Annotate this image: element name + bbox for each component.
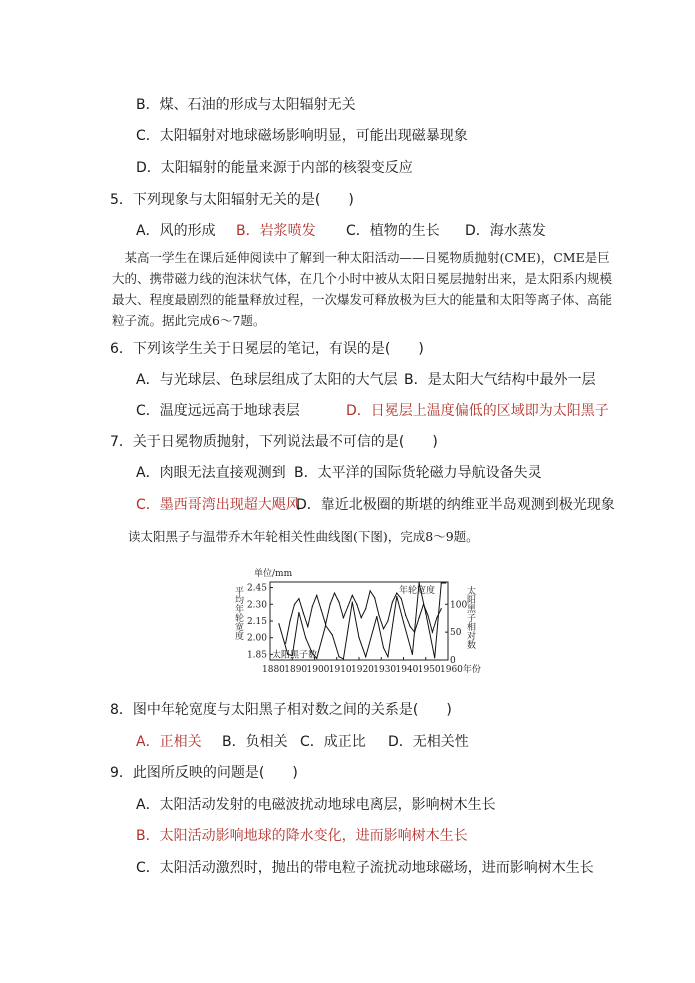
series-point [427,615,428,616]
series-point [383,628,384,629]
left-tick-label: 2.00 [246,633,267,644]
q7-option-c-answer: C．墨西哥湾出现超大飓风 [136,497,300,513]
q9-stem: 9．此图所反映的问题是( ) [110,765,298,781]
series-point [305,637,306,638]
series-point [352,601,353,602]
q8-option-d: D．无相关性 [388,734,469,750]
series-point [298,612,299,613]
left-tick-label: 2.30 [246,600,267,611]
series-point [289,620,290,621]
x-tick-label: 1920 [351,665,374,675]
series-point [412,654,413,655]
x-tick-label: 1940 [395,665,419,675]
x-tick-label: 1880 [262,665,285,675]
series-point [365,656,366,657]
q8-stem: 8．图中年轮宽度与太阳黑子相对数之间的关系是( ) [110,702,452,718]
q5-option-b-answer: B．岩浆喷发 [236,223,316,239]
series-point [338,656,339,657]
q8-option-b: B．负相关 [222,734,288,750]
series-point [361,617,362,618]
series-label-tree-ring: 年轮宽度 [399,586,436,596]
series-point [347,606,348,607]
q7-option-b: B．太平洋的国际货轮磁力导航设备失灵 [294,465,542,481]
series-point [370,590,371,591]
series-point [376,616,377,617]
q4-option-c: C．太阳辐射对地球磁场影响明显，可能出现磁暴现象 [136,128,468,144]
series-point [294,604,295,605]
q9-option-a: A．太阳活动发射的电磁波扰动地球电离层，影响树木生长 [136,797,496,813]
right-tick-label: 0 [450,656,456,666]
series-point [387,656,388,657]
q8-option-c: C．成正比 [300,734,366,750]
q6-option-b: B．是太阳大气结构中最外一层 [404,372,596,388]
left-tick-label: 1.85 [246,650,267,661]
series-point [312,606,313,607]
x-tick-label: 1890 [284,665,308,675]
series-point [365,608,366,609]
series-point [278,623,279,624]
series-point [303,613,304,614]
x-tick-label: 1960年份 [440,665,481,675]
series-point [307,626,308,627]
q4-option-d: D．太阳辐射的能量来源于内部的核裂变反应 [136,160,413,176]
series-point [401,598,402,599]
series-point [432,632,433,633]
q7-option-a: A．肉眼无法直接观测到 [136,465,286,481]
x-tick-label: 1910 [328,665,352,675]
chart-svg [232,566,481,684]
q7-stem: 7．关于日冕物质抛射，下列说法最不可信的是( ) [110,434,438,450]
x-tick-label: 1950 [417,665,441,675]
series-point [410,626,411,627]
series-point [418,617,419,618]
series-point [352,595,353,596]
sunspot-tree-ring-chart [232,566,481,684]
series-point [387,620,388,621]
q6-option-c: C．温度远远高于地球表层 [136,403,300,419]
q6-option-d-answer: D．日冕层上温度偏低的区域即为太阳黑子 [346,403,609,419]
series-point [338,601,339,602]
right-axis-label: 太阳黑子相对数 [465,586,475,649]
series-point [358,637,359,638]
q6-option-a: A．与光球层、色球层组成了太阳的大气层 [136,372,398,388]
series-point [405,615,406,616]
series-point [316,595,317,596]
q7-option-d: D．靠近北极圈的斯堪的纳维亚半岛观测到极光现象 [296,497,615,513]
series-point [396,593,397,594]
series-point [425,613,426,614]
series-point [383,647,384,648]
right-tick-label: 100 [450,600,468,611]
passage-cme-text: 某高一学生在课后延伸阅读中了解到一种太阳活动——日冕物质抛射(CME)，CME是巨大的、携带磁力线的泡沫状气体，在几个小时中被从太阳日冕层抛射出来，是太阳系内规模最大、程度最剧烈的能量释放过程，一次爆发可释放极为巨大的能量和太阳等离子体、高能粒子流。据此完成6～7题。 [112,250,613,328]
q9-option-b-answer: B．太阳活动影响地球的降水变化，进而影响树木生长 [136,828,468,844]
series-point [343,658,344,659]
series-point [445,582,446,583]
series-point [441,608,442,609]
series-point [436,617,437,618]
q8-option-a-answer: A．正相关 [136,734,202,750]
reading-passage-cme [112,247,612,331]
x-tick-label: 1930 [373,665,397,675]
series-point [329,604,330,605]
q5-stem: 5．下列现象与太阳辐射无关的是( ) [110,192,354,208]
series-point [378,615,379,616]
series-label-sunspot: 太阳黑子数 [272,650,318,661]
series-point [441,582,442,583]
series-point [321,609,322,610]
series-point [356,604,357,605]
q5-option-c: C．植物的生长 [346,223,440,239]
left-axis-label: 平均年轮宽度 [233,586,243,640]
series-point [325,625,326,626]
series-point [434,657,435,658]
series-point [392,601,393,602]
q9-option-c: C．太阳活动激烈时，抛出的带电粒子流扰动地球磁场，进而影响树木生长 [136,860,594,876]
reading-passage-chart-intro: 读太阳黑子与温带乔木年轮相关性曲线图(下图)，完成8～9题。 [128,529,479,544]
series-point [396,596,397,597]
x-tick-label: 1900 [306,665,330,675]
left-tick-label: 2.45 [246,583,267,594]
series-point [298,598,299,599]
series-point [374,597,375,598]
series-point [334,593,335,594]
series-point [403,622,404,623]
right-tick-label: 50 [450,628,462,639]
left-tick-label: 2.15 [246,617,267,627]
series-point [332,634,333,635]
q4-option-b: B．煤、石油的形成与太阳辐射无关 [136,97,356,113]
unit-label: 单位/mm [254,569,293,579]
q5-option-a: A．风的形成 [136,223,216,239]
q6-stem: 6．下列该学生关于日冕层的笔记，有误的是( ) [110,341,424,357]
q5-option-d: D．海水蒸发 [465,223,546,239]
series-point [418,582,419,583]
series-point [343,617,344,618]
